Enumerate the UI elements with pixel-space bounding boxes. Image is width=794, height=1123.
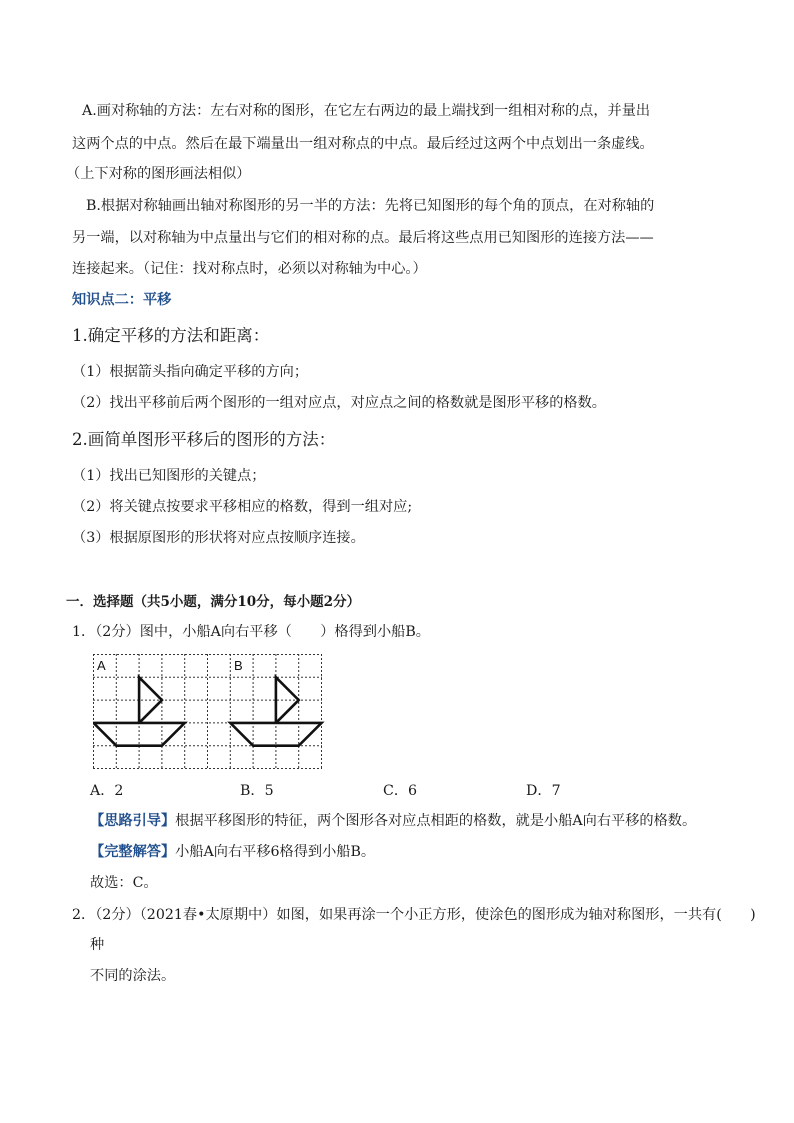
knowledge-point-2-title: 知识点二：平移 [72,292,172,308]
q1-stem: 1．（2分）图中，小船A向右平移（ ）格得到小船B。 [72,624,430,640]
q1-hint-tag: 【思路引导】 [90,813,176,829]
method-heading-2: 2.画简单图形平移后的图形的方法： [72,430,336,449]
para-b-line-1: B.根据对称轴画出轴对称图形的另一半的方法：先将已知图形的每个角的顶点，在对称轴的 [86,198,655,214]
section-title: 一．选择题（共5小题，满分10分，每小题2分） [66,594,361,610]
para-b-line-2: 另一端，以对称轴为中点量出与它们的相对称的点。最后将这些点用已知图形的连接方法—— [72,230,654,246]
method-1-item-2: （2）找出平移前后两个图形的一组对应点，对应点之间的格数就是图形平移的格数。 [72,395,606,411]
q1-option-b[interactable]: B．5 [240,783,274,799]
para-b-line-3: 连接起来。（记住：找对称点时，必须以对称轴为中心。） [72,261,427,277]
q1-option-d[interactable]: D．7 [526,783,561,799]
q1-option-c[interactable]: C．6 [383,783,418,799]
para-a-line-3: （上下对称的图形画法相似） [66,166,251,182]
q1-choice: 故选：C。 [90,875,158,891]
q1-hint-text: 根据平移图形的特征，两个图形各对应点相距的格数，就是小船A向右平移的格数。 [175,813,697,829]
para-a-line-1: A.画对称轴的方法：左右对称的图形，在它左右两边的最上端找到一组相对称的点，并量出 [82,103,651,119]
boat-a-label: A [97,658,106,673]
q1-hint [90,811,750,831]
method-2-item-2: （2）将关键点按要求平移相应的格数，得到一组对应; [72,499,413,515]
q1-answer-tag: 【完整解答】 [90,844,176,860]
q1-option-a[interactable]: A．2 [90,783,124,799]
method-heading-1: 1.确定平移的方法和距离： [72,326,270,345]
q1-grid-figure [93,654,325,772]
q2-stem-line-3: 不同的涂法。 [90,968,176,984]
method-2-item-3: （3）根据原图形的形状将对应点按顺序连接。 [72,530,365,546]
para-a-line-2: 这两个点的中点。然后在最下端量出一组对称点的中点。最后经过这两个中点划出一条虚线。 [72,136,654,152]
boat-b-label: B [234,658,243,673]
q1-answer [90,842,750,862]
method-2-item-1: （1）找出已知图形的关键点； [72,468,266,484]
q1-answer-text: 小船A向右平移6格得到小船B。 [175,844,376,860]
method-1-item-1: （1）根据箭头指向确定平移的方向； [72,364,309,380]
q2-stem-line-2: 种 [90,937,105,953]
q2-stem: 2．（2分）（2021春•太原期中）如图，如果再涂一个小正方形，使涂色的图形成为轴对称图形，一共有( ) [72,907,756,923]
